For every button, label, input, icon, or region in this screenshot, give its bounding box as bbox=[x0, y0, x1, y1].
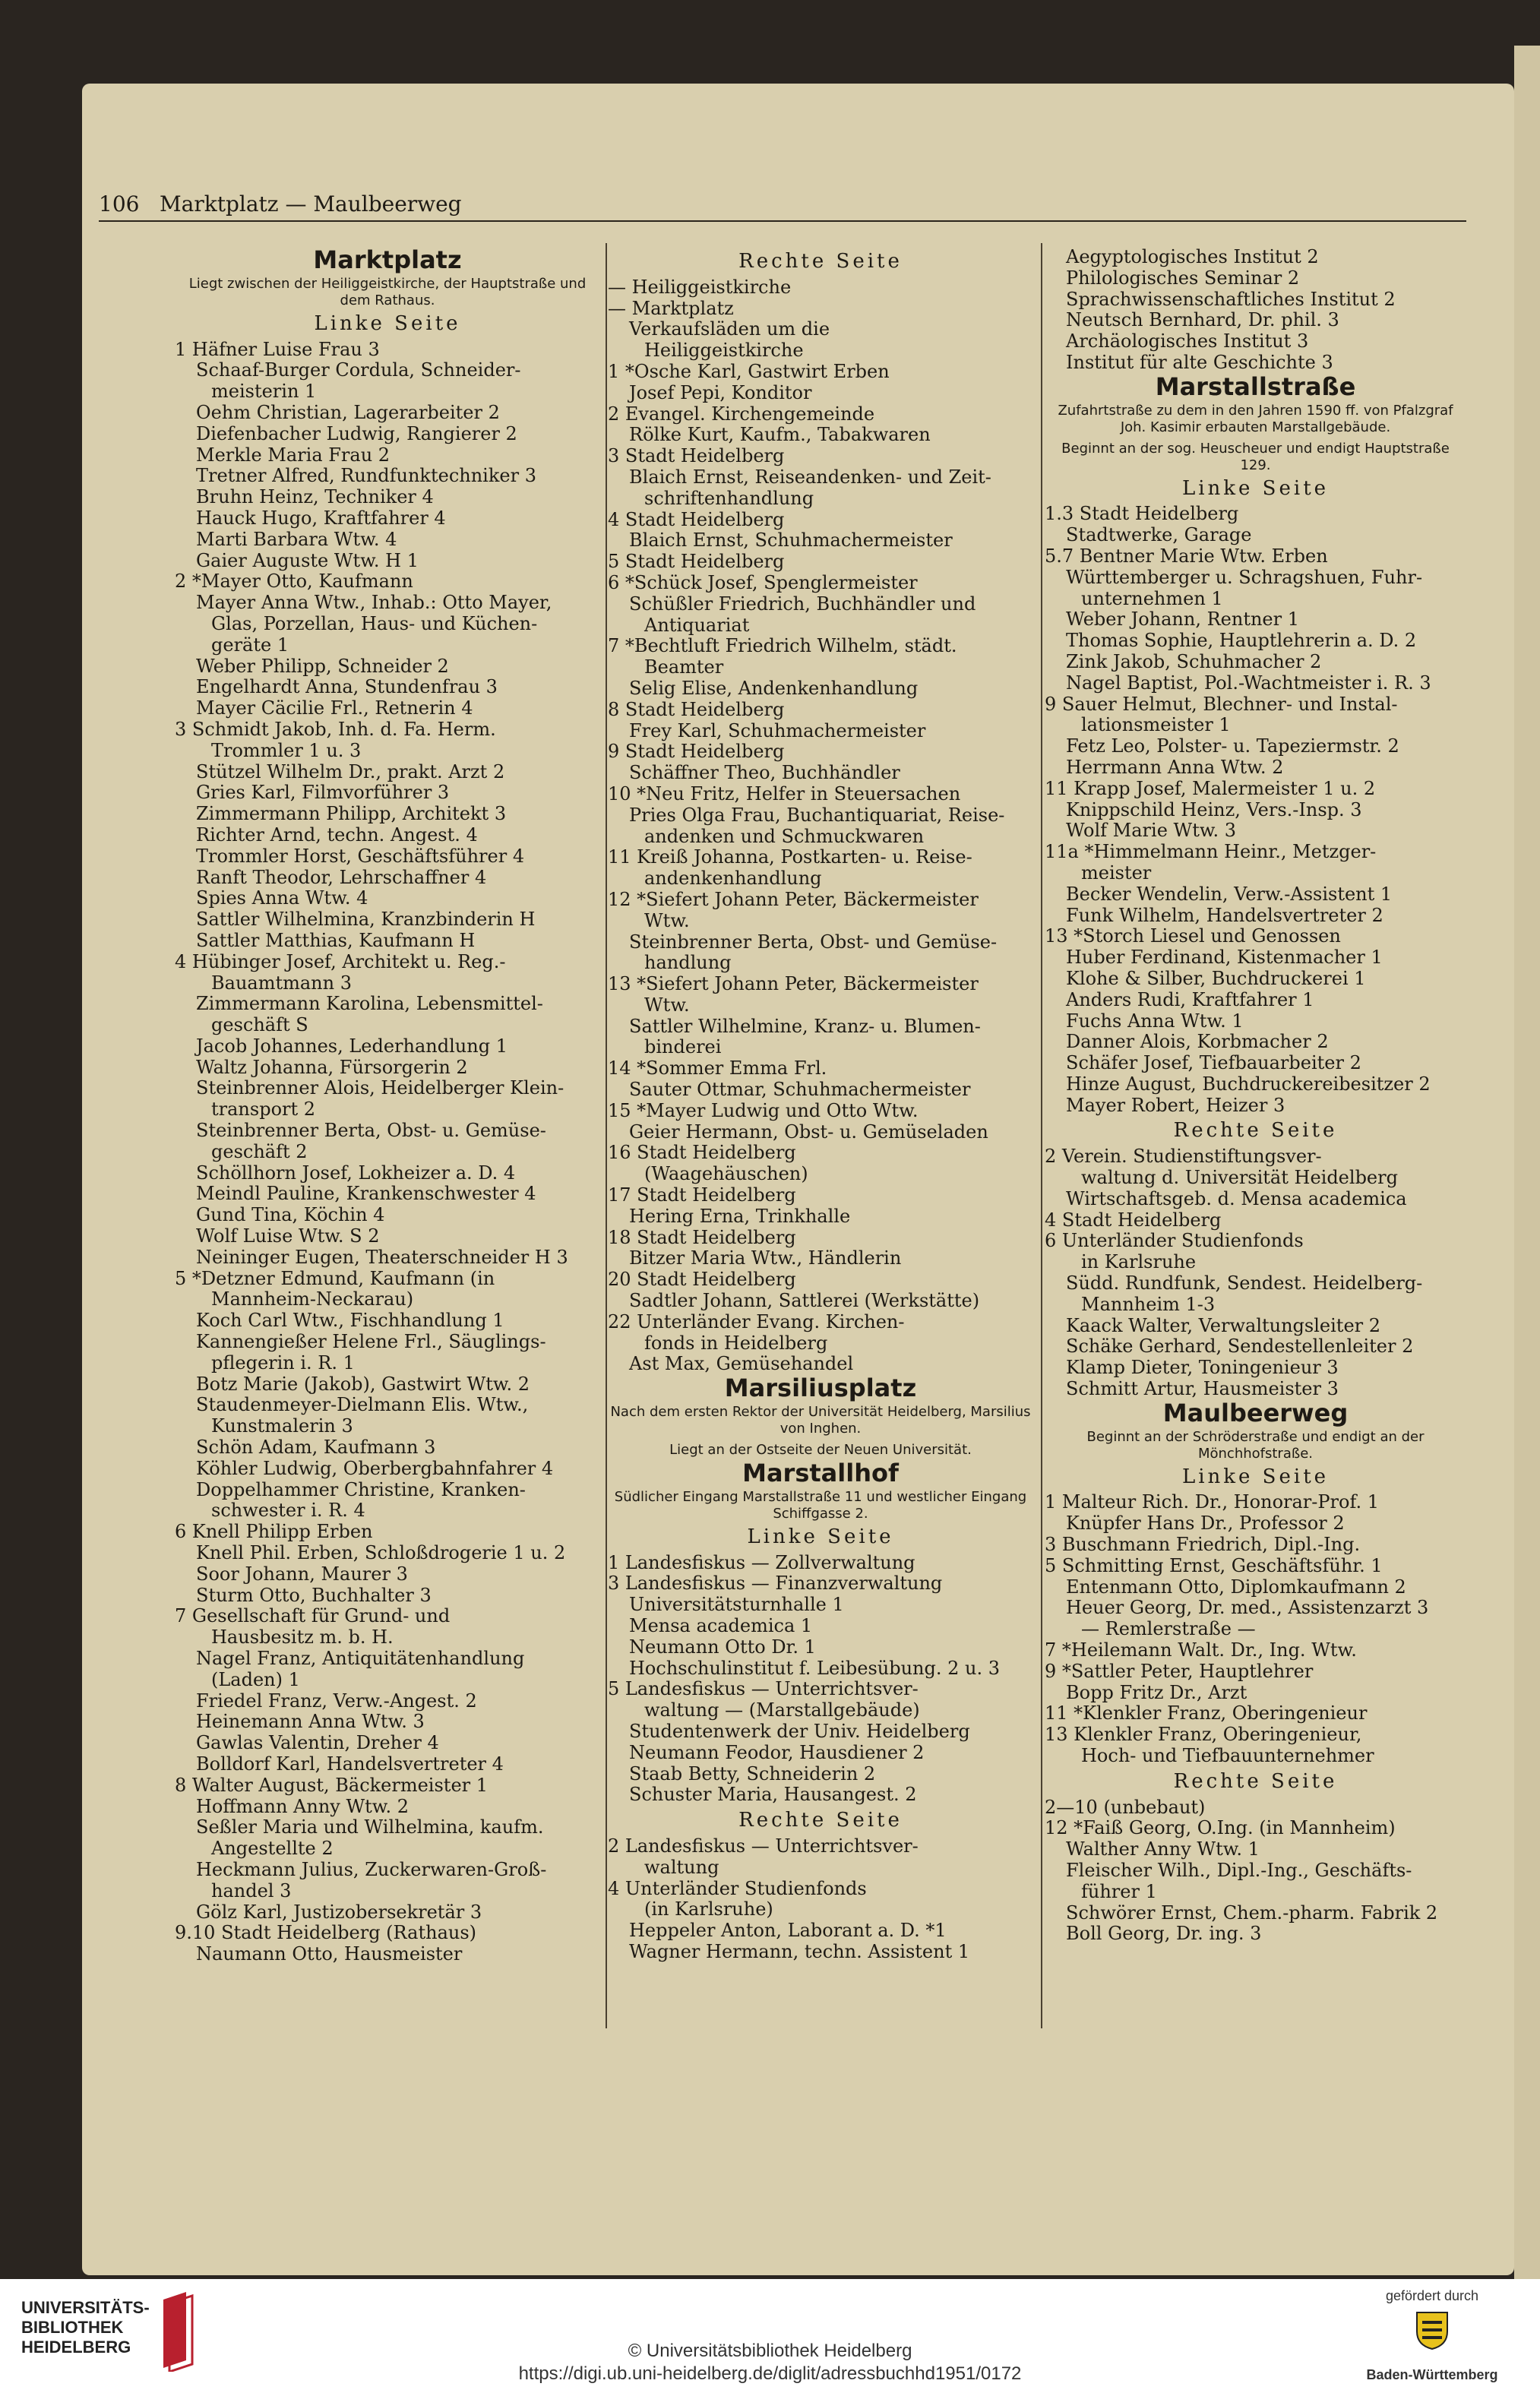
directory-entry: Boll Georg, Dr. ing. 3 bbox=[1066, 1924, 1262, 1945]
directory-entry: Hauck Hugo, Kraftfahrer 4 bbox=[196, 507, 446, 529]
directory-entry: Rölke Kurt, Kaufm., Tabakwaren bbox=[629, 425, 931, 446]
directory-entry: Hoffmann Anny Wtw. 2 bbox=[196, 1796, 410, 1817]
directory-entry: Heiliggeistkirche bbox=[644, 340, 804, 362]
directory-entry: Schäffner Theo, Buchhändler bbox=[629, 763, 900, 784]
directory-entry: Josef Pepi, Konditor bbox=[629, 382, 812, 403]
directory-entry: 2 *Mayer Otto, Kaufmann bbox=[175, 571, 413, 593]
directory-entry: geschäft S bbox=[211, 1015, 308, 1036]
running-title: Marktplatz — Maulbeerweg bbox=[160, 191, 462, 217]
directory-entry: Kunstmalerin 3 bbox=[211, 1416, 353, 1437]
directory-entry: Hoch- und Tiefbauunternehmer bbox=[1081, 1746, 1374, 1766]
side-heading: Linke Seite bbox=[1181, 1465, 1330, 1488]
directory-entry: Doppelhammer Christine, Kranken- bbox=[196, 1479, 526, 1500]
directory-entry: Bopp Fritz Dr., Arzt bbox=[1066, 1682, 1247, 1703]
copyright-text: © Universitätsbibliothek Heidelberg bbox=[628, 2341, 912, 2361]
directory-entry: 4 Unterländer Studienfonds bbox=[608, 1878, 867, 1899]
directory-entry: 11 *Klenkler Franz, Oberingenieur bbox=[1045, 1703, 1368, 1724]
directory-entry: Botz Marie (Jakob), Gastwirt Wtw. 2 bbox=[196, 1374, 530, 1395]
directory-entry: Beamter bbox=[644, 657, 724, 678]
column-left bbox=[175, 247, 600, 1965]
library-footer bbox=[0, 2279, 1540, 2393]
directory-entry: Neutsch Bernhard, Dr. phil. 3 bbox=[1066, 310, 1339, 331]
directory-entry: (Laden) 1 bbox=[211, 1669, 300, 1690]
coat-of-arms-icon bbox=[1413, 2309, 1451, 2350]
directory-entry: Fleischer Wilh., Dipl.-Ing., Geschäfts- bbox=[1066, 1860, 1412, 1881]
directory-entry: Schäfer Josef, Tiefbauarbeiter 2 bbox=[1066, 1053, 1361, 1074]
directory-entry: 4 Stadt Heidelberg bbox=[608, 509, 785, 530]
directory-entry: Soor Johann, Maurer 3 bbox=[196, 1563, 408, 1585]
directory-entry: Koch Carl Wtw., Fischhandlung 1 bbox=[196, 1310, 504, 1332]
directory-entry: fonds in Heidelberg bbox=[644, 1332, 828, 1354]
directory-entry: 6 Knell Philipp Erben bbox=[175, 1522, 373, 1543]
directory-entry: Steinbrenner Berta, Obst- u. Gemüse- bbox=[196, 1121, 546, 1142]
directory-entry: Steinbrenner Berta, Obst- und Gemüse- bbox=[629, 931, 998, 953]
directory-entry: pflegerin i. R. 1 bbox=[211, 1352, 355, 1374]
directory-entry: führer 1 bbox=[1081, 1881, 1157, 1902]
directory-entry: waltung — (Marstallgebäude) bbox=[644, 1700, 920, 1721]
directory-entry: 9.10 Stadt Heidelberg (Rathaus) bbox=[175, 1923, 477, 1944]
directory-entry: schriftenhandlung bbox=[644, 488, 814, 509]
directory-entry: 22 Unterländer Evang. Kirchen- bbox=[608, 1311, 905, 1332]
directory-entry: 11 Krapp Josef, Malermeister 1 u. 2 bbox=[1045, 778, 1376, 799]
directory-entry: Gund Tina, Köchin 4 bbox=[196, 1205, 385, 1226]
directory-entry: handel 3 bbox=[211, 1880, 292, 1901]
library-name-line: BIBLIOTHEK bbox=[21, 2318, 124, 2337]
directory-entry: 4 Hübinger Josef, Architekt u. Reg.- bbox=[175, 951, 506, 972]
directory-entry: Seßler Maria und Wilhelmina, kaufm. bbox=[196, 1817, 544, 1838]
side-heading: Rechte Seite bbox=[1173, 1119, 1338, 1143]
directory-entry: Staab Betty, Schneiderin 2 bbox=[629, 1763, 876, 1784]
directory-entry: Richter Arnd, techn. Angest. 4 bbox=[196, 824, 478, 846]
directory-entry: Hinze August, Buchdruckereibesitzer 2 bbox=[1066, 1073, 1431, 1095]
directory-entry: — Marktplatz bbox=[608, 298, 734, 319]
directory-entry: Neininger Eugen, Theaterschneider H 3 bbox=[196, 1247, 568, 1268]
directory-entry: Neumann Feodor, Hausdiener 2 bbox=[629, 1742, 925, 1763]
side-heading: Linke Seite bbox=[747, 1525, 894, 1548]
directory-entry: Friedel Franz, Verw.-Angest. 2 bbox=[196, 1690, 477, 1712]
directory-entry: Verkaufsläden um die bbox=[629, 319, 830, 340]
side-heading: Linke Seite bbox=[314, 311, 461, 335]
column-right bbox=[1045, 247, 1466, 1945]
directory-entry: Sauter Ottmar, Schuhmachermeister bbox=[629, 1080, 971, 1101]
directory-entry: Südd. Rundfunk, Sendest. Heidelberg- bbox=[1066, 1273, 1423, 1294]
directory-entry: Becker Wendelin, Verw.-Assistent 1 bbox=[1066, 884, 1393, 905]
directory-entry: 9 Stadt Heidelberg bbox=[608, 741, 785, 763]
directory-entry: Geier Hermann, Obst- u. Gemüseladen bbox=[629, 1121, 988, 1143]
directory-entry: 9 Sauer Helmut, Blechner- und Instal- bbox=[1045, 694, 1398, 715]
directory-entry: Gaier Auguste Wtw. H 1 bbox=[196, 550, 419, 571]
directory-entry: Universitätsturnhalle 1 bbox=[629, 1595, 844, 1616]
directory-entry: Entenmann Otto, Diplomkaufmann 2 bbox=[1066, 1576, 1406, 1598]
directory-entry: 3 Schmidt Jakob, Inh. d. Fa. Herm. bbox=[175, 719, 496, 740]
directory-entry: 1 *Osche Karl, Gastwirt Erben bbox=[608, 361, 890, 382]
directory-entry: Mayer Robert, Heizer 3 bbox=[1066, 1095, 1285, 1116]
directory-entry: Schwörer Ernst, Chem.-pharm. Fabrik 2 bbox=[1066, 1902, 1438, 1924]
directory-entry: Sadtler Johann, Sattlerei (Werkstätte) bbox=[629, 1291, 980, 1312]
directory-entry: Angestellte 2 bbox=[211, 1838, 334, 1860]
directory-entry: Hausbesitz m. b. H. bbox=[211, 1627, 394, 1649]
street-title: Marktplatz bbox=[313, 245, 462, 274]
street-title: Maulbeerweg bbox=[1162, 1398, 1349, 1427]
directory-entry: 1 Häfner Luise Frau 3 bbox=[175, 339, 380, 360]
street-note: Liegt zwischen der Heiliggeistkirche, der Hauptstraße und dem Rathaus. bbox=[188, 275, 587, 308]
directory-entry: meister bbox=[1081, 862, 1152, 884]
directory-entry: 1.3 Stadt Heidelberg bbox=[1045, 504, 1239, 525]
directory-entry: Ranft Theodor, Lehrschaffner 4 bbox=[196, 867, 487, 888]
directory-entry: 2—10 (unbebaut) bbox=[1045, 1797, 1206, 1818]
directory-entry: Mayer Anna Wtw., Inhab.: Otto Mayer, bbox=[196, 593, 552, 614]
directory-entry: Wagner Hermann, techn. Assistent 1 bbox=[629, 1941, 970, 1962]
directory-entry: in Karlsruhe bbox=[1081, 1252, 1197, 1273]
column-divider bbox=[1041, 243, 1042, 2028]
library-name-line: UNIVERSITÄTS- bbox=[21, 2298, 150, 2317]
directory-entry: 5 *Detzner Edmund, Kaufmann (in bbox=[175, 1268, 495, 1289]
directory-entry: binderei bbox=[644, 1037, 722, 1058]
directory-entry: Schaaf-Burger Cordula, Schneider- bbox=[196, 360, 521, 381]
directory-entry: Wtw. bbox=[644, 994, 690, 1016]
directory-entry: 12 *Siefert Johann Peter, Bäckermeister bbox=[608, 889, 979, 910]
column-divider bbox=[606, 243, 607, 2028]
directory-entry: Schmitt Artur, Hausmeister 3 bbox=[1066, 1379, 1339, 1400]
directory-entry: 3 Buschmann Friedrich, Dipl.-Ing. bbox=[1045, 1535, 1361, 1556]
directory-entry: Kannengießer Helene Frl., Säuglings- bbox=[196, 1332, 546, 1353]
directory-entry: Württemberger u. Schragshuen, Fuhr- bbox=[1066, 567, 1423, 588]
directory-entry: Weber Johann, Rentner 1 bbox=[1066, 609, 1299, 631]
directory-entry: Spies Anna Wtw. 4 bbox=[196, 888, 368, 909]
directory-entry: Danner Alois, Korbmacher 2 bbox=[1066, 1032, 1329, 1053]
directory-entry: Gölz Karl, Justizobersekretär 3 bbox=[196, 1901, 482, 1923]
directory-entry: 20 Stadt Heidelberg bbox=[608, 1269, 796, 1291]
directory-entry: Stadtwerke, Garage bbox=[1066, 525, 1252, 546]
directory-entry: Staudenmeyer-Dielmann Elis. Wtw., bbox=[196, 1395, 529, 1416]
directory-entry: 17 Stadt Heidelberg bbox=[608, 1185, 796, 1206]
directory-entry: 4 Stadt Heidelberg bbox=[1045, 1209, 1222, 1231]
directory-entry: Selig Elise, Andenkenhandlung bbox=[629, 678, 919, 699]
directory-entry: andenkenhandlung bbox=[644, 868, 822, 890]
directory-entry: Schüßler Friedrich, Buchhändler und bbox=[629, 593, 976, 615]
directory-entry: Klamp Dieter, Toningenieur 3 bbox=[1066, 1358, 1339, 1379]
directory-entry: 3 Landesfiskus — Finanzverwaltung bbox=[608, 1573, 943, 1595]
directory-entry: Heppeler Anton, Laborant a. D. *1 bbox=[629, 1920, 947, 1942]
directory-entry: unternehmen 1 bbox=[1081, 588, 1223, 609]
directory-entry: 7 Gesellschaft für Grund- und bbox=[175, 1606, 451, 1627]
directory-entry: Naumann Otto, Hausmeister bbox=[196, 1944, 463, 1965]
directory-entry: 9 *Sattler Peter, Hauptlehrer bbox=[1045, 1661, 1314, 1682]
directory-entry: Studentenwerk der Univ. Heidelberg bbox=[629, 1721, 970, 1742]
directory-entry: Kaack Walter, Verwaltungsleiter 2 bbox=[1066, 1315, 1381, 1336]
street-note: Liegt an der Ostseite der Neuen Universität. bbox=[669, 1442, 972, 1459]
directory-entry: Mannheim-Neckarau) bbox=[211, 1289, 414, 1310]
header-rule bbox=[99, 220, 1466, 222]
directory-entry: Oehm Christian, Lagerarbeiter 2 bbox=[196, 402, 500, 423]
directory-entry: Mannheim 1-3 bbox=[1081, 1294, 1216, 1315]
directory-entry: Zink Jakob, Schuhmacher 2 bbox=[1066, 651, 1322, 672]
directory-entry: Tretner Alfred, Rundfunktechniker 3 bbox=[196, 466, 536, 487]
sponsor-block bbox=[1352, 2288, 1512, 2383]
directory-entry: Schön Adam, Kaufmann 3 bbox=[196, 1437, 436, 1459]
directory-entry: Sturm Otto, Buchhalter 3 bbox=[196, 1585, 432, 1606]
directory-entry: Sattler Wilhelmine, Kranz- u. Blumen- bbox=[629, 1016, 981, 1037]
directory-entry: waltung d. Universität Heidelberg bbox=[1081, 1168, 1398, 1189]
directory-entry: Antiquariat bbox=[644, 615, 750, 636]
directory-entry: Aegyptologisches Institut 2 bbox=[1066, 247, 1319, 267]
directory-entry: Frey Karl, Schuhmachermeister bbox=[629, 720, 926, 741]
directory-entry: 11 Kreiß Johanna, Postkarten- u. Reise- bbox=[608, 847, 972, 868]
directory-entry: geschäft 2 bbox=[211, 1141, 308, 1162]
next-page-edge bbox=[1514, 46, 1540, 2294]
directory-entry: Trommler 1 u. 3 bbox=[211, 740, 362, 761]
directory-entry: waltung bbox=[644, 1857, 719, 1878]
street-note: Beginnt an der sog. Heuscheuer und endigt Hauptstraße 129. bbox=[1061, 440, 1450, 473]
directory-entry: Steinbrenner Alois, Heidelberger Klein- bbox=[196, 1078, 564, 1099]
directory-entry: (Waagehäuschen) bbox=[644, 1164, 808, 1185]
directory-entry: 5 Schmitting Ernst, Geschäftsführ. 1 bbox=[1045, 1555, 1383, 1576]
directory-entry: 5 Landesfiskus — Unterrichtsver- bbox=[608, 1679, 919, 1700]
directory-entry: 8 Walter August, Bäckermeister 1 bbox=[175, 1775, 489, 1796]
directory-entry: Bitzer Maria Wtw., Händlerin bbox=[629, 1248, 902, 1269]
directory-entry: 1 Landesfiskus — Zollverwaltung bbox=[608, 1552, 915, 1573]
directory-entry: Wirtschaftsgeb. d. Mensa academica bbox=[1066, 1188, 1407, 1209]
directory-entry: Schäke Gerhard, Sendestellenleiter 2 bbox=[1066, 1336, 1414, 1358]
directory-entry: Heuer Georg, Dr. med., Assistenzarzt 3 bbox=[1066, 1598, 1429, 1619]
street-note: Beginnt an der Schröderstraße und endigt an der Mönchhofstraße. bbox=[1086, 1428, 1425, 1462]
directory-entry: Hering Erna, Trinkhalle bbox=[629, 1206, 851, 1227]
directory-entry: (in Karlsruhe) bbox=[644, 1899, 773, 1920]
directory-entry: 1 Malteur Rich. Dr., Honorar-Prof. 1 bbox=[1045, 1492, 1380, 1513]
directory-entry: 5 Stadt Heidelberg bbox=[608, 552, 785, 573]
directory-entry: 7 *Bechtluft Friedrich Wilhelm, städt. bbox=[608, 636, 957, 657]
directory-entry: 10 *Neu Fritz, Helfer in Steuersachen bbox=[608, 783, 961, 805]
directory-entry: Herrmann Anna Wtw. 2 bbox=[1066, 757, 1284, 778]
directory-entry: Köhler Ludwig, Oberbergbahnfahrer 4 bbox=[196, 1458, 554, 1479]
directory-entry: Marti Barbara Wtw. 4 bbox=[196, 529, 397, 550]
directory-entry: Bruhn Heinz, Techniker 4 bbox=[196, 487, 434, 508]
directory-entry: Wtw. bbox=[644, 910, 690, 931]
directory-entry: Trommler Horst, Geschäftsführer 4 bbox=[196, 846, 525, 867]
directory-entry: 12 *Faiß Georg, O.Ing. (in Mannheim) bbox=[1045, 1818, 1396, 1839]
directory-entry: 14 *Sommer Emma Frl. bbox=[608, 1058, 827, 1080]
directory-entry: Merkle Maria Frau 2 bbox=[196, 444, 391, 466]
directory-entry: Diefenbacher Ludwig, Rangierer 2 bbox=[196, 423, 517, 444]
directory-entry: 13 Klenkler Franz, Oberingenieur, bbox=[1045, 1724, 1362, 1746]
directory-entry: Hochschulinstitut f. Leibesübung. 2 u. 3 bbox=[629, 1658, 1000, 1679]
directory-entry: Bolldorf Karl, Handelsvertreter 4 bbox=[196, 1753, 504, 1775]
directory-entry: 2 Evangel. Kirchengemeinde bbox=[608, 403, 875, 425]
directory-entry: Weber Philipp, Schneider 2 bbox=[196, 656, 449, 677]
side-heading: Rechte Seite bbox=[738, 1809, 903, 1832]
directory-entry: Pries Olga Frau, Buchantiquariat, Reise- bbox=[629, 805, 1005, 826]
directory-entry: Klohe & Silber, Buchdruckerei 1 bbox=[1066, 968, 1366, 989]
directory-entry: Knüpfer Hans Dr., Professor 2 bbox=[1066, 1513, 1345, 1535]
directory-entry: Wolf Marie Wtw. 3 bbox=[1066, 820, 1237, 842]
directory-entry: Blaich Ernst, Schuhmachermeister bbox=[629, 530, 953, 552]
library-name-line: HEIDELBERG bbox=[21, 2338, 131, 2357]
directory-entry: 2 Landesfiskus — Unterrichtsver- bbox=[608, 1835, 919, 1857]
directory-entry: 13 *Storch Liesel und Genossen bbox=[1045, 926, 1341, 947]
directory-entry: Gawlas Valentin, Dreher 4 bbox=[196, 1733, 439, 1754]
directory-entry: Bauamtmann 3 bbox=[211, 972, 352, 994]
directory-entry: Sattler Matthias, Kaufmann H bbox=[196, 930, 476, 951]
directory-entry: 13 *Siefert Johann Peter, Bäckermeister bbox=[608, 974, 979, 995]
directory-entry: meisterin 1 bbox=[211, 381, 317, 403]
directory-entry: Gries Karl, Filmvorführer 3 bbox=[196, 782, 450, 804]
directory-entry: Anders Rudi, Kraftfahrer 1 bbox=[1066, 989, 1314, 1010]
street-title: Marstallstraße bbox=[1155, 371, 1356, 401]
directory-entry: Waltz Johanna, Fürsorgerin 2 bbox=[196, 1057, 468, 1078]
directory-entry: transport 2 bbox=[211, 1099, 316, 1121]
street-title: Marstallhof bbox=[742, 1459, 899, 1488]
footer-credits bbox=[0, 2340, 1540, 2385]
directory-entry: 11a *Himmelmann Heinr., Metzger- bbox=[1045, 842, 1377, 863]
directory-entry: Knell Phil. Erben, Schloßdrogerie 1 u. 2 bbox=[196, 1543, 566, 1564]
directory-entry: 16 Stadt Heidelberg bbox=[608, 1143, 796, 1164]
directory-entry: Thomas Sophie, Hauptlehrerin a. D. 2 bbox=[1066, 631, 1417, 652]
page-number: 106 bbox=[99, 191, 140, 217]
directory-entry: handlung bbox=[644, 953, 732, 974]
side-heading: Rechte Seite bbox=[1173, 1769, 1338, 1793]
directory-entry: lationsmeister 1 bbox=[1081, 715, 1231, 736]
directory-entry: Mayer Cäcilie Frl., Retnerin 4 bbox=[196, 698, 473, 719]
directory-entry: Nagel Franz, Antiquitätenhandlung bbox=[196, 1649, 525, 1669]
side-heading: Rechte Seite bbox=[738, 250, 903, 273]
directory-entry: schwester i. R. 4 bbox=[211, 1500, 365, 1522]
directory-entry: 7 *Heilemann Walt. Dr., Ing. Wtw. bbox=[1045, 1640, 1357, 1661]
page-header bbox=[99, 106, 1466, 217]
directory-entry: Institut für alte Geschichte 3 bbox=[1066, 352, 1333, 373]
directory-entry: Engelhardt Anna, Stundenfrau 3 bbox=[196, 677, 498, 698]
directory-entry: Mensa academica 1 bbox=[629, 1616, 813, 1637]
directory-entry: Ast Max, Gemüsehandel bbox=[629, 1354, 854, 1375]
directory-entry: 3 Stadt Heidelberg bbox=[608, 446, 785, 467]
side-heading: Linke Seite bbox=[1181, 476, 1330, 500]
street-note: Südlicher Eingang Marstallstraße 11 und westlicher Eingang Schiffgasse 2. bbox=[614, 1488, 1027, 1522]
directory-entry: Zimmermann Philipp, Architekt 3 bbox=[196, 804, 507, 825]
directory-entry: Schuster Maria, Hausangest. 2 bbox=[629, 1784, 917, 1806]
source-link[interactable]: https://digi.ub.uni-heidelberg.de/diglit/adressbuchhd1951/0172 bbox=[518, 2363, 1022, 2384]
directory-entry: Sprachwissenschaftliches Institut 2 bbox=[1066, 289, 1396, 310]
directory-entry: 8 Stadt Heidelberg bbox=[608, 699, 785, 720]
directory-entry: 6 Unterländer Studienfonds bbox=[1045, 1231, 1304, 1252]
directory-entry: Nagel Baptist, Pol.-Wachtmeister i. R. 3 bbox=[1066, 672, 1431, 694]
directory-entry: — Heiliggeistkirche bbox=[608, 277, 792, 298]
street-title: Marsiliusplatz bbox=[724, 1374, 917, 1403]
directory-entry: Sattler Wilhelmina, Kranzbinderin H bbox=[196, 909, 536, 931]
directory-entry: Heckmann Julius, Zuckerwaren-Groß- bbox=[196, 1859, 547, 1880]
directory-entry: Zimmermann Karolina, Lebensmittel- bbox=[196, 994, 543, 1015]
directory-entry: Fuchs Anna Wtw. 1 bbox=[1066, 1010, 1244, 1032]
directory-entry: andenken und Schmuckwaren bbox=[644, 826, 925, 847]
directory-entry: — Remlerstraße — bbox=[1081, 1619, 1256, 1640]
directory-entry: 2 Verein. Studienstiftungsver- bbox=[1045, 1146, 1322, 1168]
directory-entry: Walther Anny Wtw. 1 bbox=[1066, 1839, 1260, 1860]
directory-entry: Archäologisches Institut 3 bbox=[1066, 331, 1309, 352]
directory-entry: 6 *Schück Josef, Spenglermeister bbox=[608, 572, 918, 593]
directory-entry: Huber Ferdinand, Kistenmacher 1 bbox=[1066, 947, 1383, 969]
directory-entry: Stützel Wilhelm Dr., prakt. Arzt 2 bbox=[196, 761, 505, 782]
column-middle bbox=[608, 247, 1033, 1963]
street-note: Zufahrtstraße zu dem in den Jahren 1590 ff. von Pfalzgraf Joh. Kasimir erbauten Marstallgebäude. bbox=[1058, 402, 1453, 435]
directory-entry: geräte 1 bbox=[211, 634, 289, 656]
directory-entry: Jacob Johannes, Lederhandlung 1 bbox=[196, 1035, 508, 1057]
directory-entry: Wolf Luise Wtw. S 2 bbox=[196, 1226, 380, 1247]
directory-entry: 5.7 Bentner Marie Wtw. Erben bbox=[1045, 545, 1328, 567]
directory-entry: Neumann Otto Dr. 1 bbox=[629, 1636, 816, 1658]
sponsor-name: Baden-Württemberg bbox=[1366, 2367, 1498, 2382]
directory-entry: Schöllhorn Josef, Lokheizer a. D. 4 bbox=[196, 1162, 516, 1184]
directory-entry: 15 *Mayer Ludwig und Otto Wtw. bbox=[608, 1100, 919, 1121]
directory-entry: Philologisches Seminar 2 bbox=[1066, 267, 1300, 289]
directory-entry: Glas, Porzellan, Haus- und Küchen- bbox=[211, 613, 538, 634]
sponsor-label: gefördert durch bbox=[1385, 2288, 1479, 2303]
directory-entry: Funk Wilhelm, Handelsvertreter 2 bbox=[1066, 905, 1383, 926]
directory-entry: Blaich Ernst, Reiseandenken- und Zeit- bbox=[629, 466, 991, 488]
directory-entry: Fetz Leo, Polster- u. Tapeziermstr. 2 bbox=[1066, 736, 1399, 757]
directory-entry: Meindl Pauline, Krankenschwester 4 bbox=[196, 1184, 536, 1205]
directory-entry: Knippschild Heinz, Vers.-Insp. 3 bbox=[1066, 799, 1362, 820]
street-note: Nach dem ersten Rektor der Universität Heidelberg, Marsilius von Inghen. bbox=[610, 1404, 1031, 1437]
directory-entry: Heinemann Anna Wtw. 3 bbox=[196, 1712, 425, 1733]
directory-entry: 18 Stadt Heidelberg bbox=[608, 1227, 796, 1248]
